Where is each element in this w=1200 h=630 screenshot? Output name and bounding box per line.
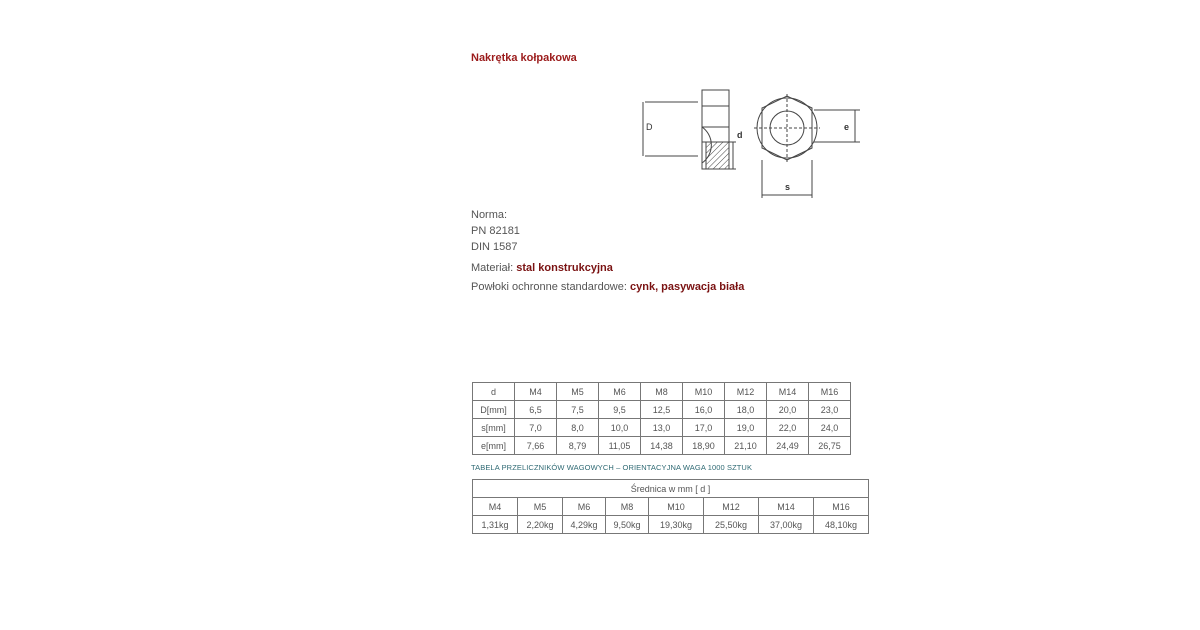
table-cell: M16 — [814, 498, 869, 516]
table-cell: 4,29kg — [563, 516, 606, 534]
front-view — [754, 94, 860, 198]
label-e: e — [844, 122, 850, 132]
table-cell: 1,31kg — [473, 516, 518, 534]
table-cell: 24,49 — [767, 437, 809, 455]
table-cell: 26,75 — [809, 437, 851, 455]
weights-table — [472, 479, 869, 534]
norma-din: DIN 1587 — [471, 241, 518, 253]
table-cell: M4 — [515, 383, 557, 401]
table-cell: 19,0 — [725, 419, 767, 437]
table-cell: 37,00kg — [759, 516, 814, 534]
table-cell: 22,0 — [767, 419, 809, 437]
table-cell: 10,0 — [599, 419, 641, 437]
label-s: s — [785, 182, 791, 192]
table-cell: e[mm] — [473, 437, 515, 455]
table-cell: 25,50kg — [704, 516, 759, 534]
table-cell: 23,0 — [809, 401, 851, 419]
table-cell: D[mm] — [473, 401, 515, 419]
side-view — [643, 90, 736, 169]
table-cell: M14 — [759, 498, 814, 516]
table-cell: d — [473, 383, 515, 401]
table-cell: 17,0 — [683, 419, 725, 437]
table-row — [473, 437, 851, 455]
table-cell: s[mm] — [473, 419, 515, 437]
table-cell: 13,0 — [641, 419, 683, 437]
material-value: stal konstrukcyjna — [516, 262, 613, 274]
material-line — [471, 262, 613, 274]
table-cell: 16,0 — [683, 401, 725, 419]
table-cell: M10 — [649, 498, 704, 516]
table-cell: 18,90 — [683, 437, 725, 455]
coating-line — [471, 281, 744, 293]
table-row — [473, 498, 869, 516]
table-cell: 19,30kg — [649, 516, 704, 534]
table-cell: M4 — [473, 498, 518, 516]
table-cell: M12 — [704, 498, 759, 516]
page-title: Nakrętka kołpakowa — [471, 52, 577, 64]
dimensions-table — [472, 382, 851, 455]
table-cell: M8 — [641, 383, 683, 401]
table-cell: 7,5 — [557, 401, 599, 419]
table-cell: 9,5 — [599, 401, 641, 419]
table-cell: M16 — [809, 383, 851, 401]
weights-caption: TABELA PRZELICZNIKÓW WAGOWYCH – ORIENTACYJNA WAGA 1000 SZTUK — [471, 463, 753, 472]
table-cell: 2,20kg — [518, 516, 563, 534]
table-cell: 20,0 — [767, 401, 809, 419]
table-cell: 24,0 — [809, 419, 851, 437]
table-row — [473, 516, 869, 534]
table-cell: 11,05 — [599, 437, 641, 455]
table-cell: M6 — [563, 498, 606, 516]
table-cell: 48,10kg — [814, 516, 869, 534]
table-cell: M10 — [683, 383, 725, 401]
table-cell: M12 — [725, 383, 767, 401]
table-row — [473, 383, 851, 401]
table-cell: 6,5 — [515, 401, 557, 419]
table-cell: 21,10 — [725, 437, 767, 455]
coating-value: cynk, pasywacja biała — [630, 281, 745, 293]
table-cell: 8,0 — [557, 419, 599, 437]
cap-nut-drawing — [632, 80, 872, 205]
table-cell: 8,79 — [557, 437, 599, 455]
table-cell: M6 — [599, 383, 641, 401]
norma-label: Norma: — [471, 209, 508, 221]
label-d: d — [737, 130, 743, 140]
table-cell: M5 — [557, 383, 599, 401]
table-row — [473, 401, 851, 419]
table-cell: 7,66 — [515, 437, 557, 455]
table-cell: M5 — [518, 498, 563, 516]
label-D: D — [646, 122, 653, 132]
table-cell: M14 — [767, 383, 809, 401]
table-cell: 7,0 — [515, 419, 557, 437]
table-cell: 18,0 — [725, 401, 767, 419]
table-cell: 9,50kg — [606, 516, 649, 534]
table-cell: 12,5 — [641, 401, 683, 419]
coating-label: Powłoki ochronne standardowe: — [471, 281, 627, 293]
material-label: Materiał: — [471, 262, 514, 274]
table-cell: M8 — [606, 498, 649, 516]
weights-header: Średnica w mm [ d ] — [473, 480, 869, 498]
norma-pn: PN 82181 — [471, 225, 520, 237]
table-row — [473, 419, 851, 437]
table-cell: 14,38 — [641, 437, 683, 455]
